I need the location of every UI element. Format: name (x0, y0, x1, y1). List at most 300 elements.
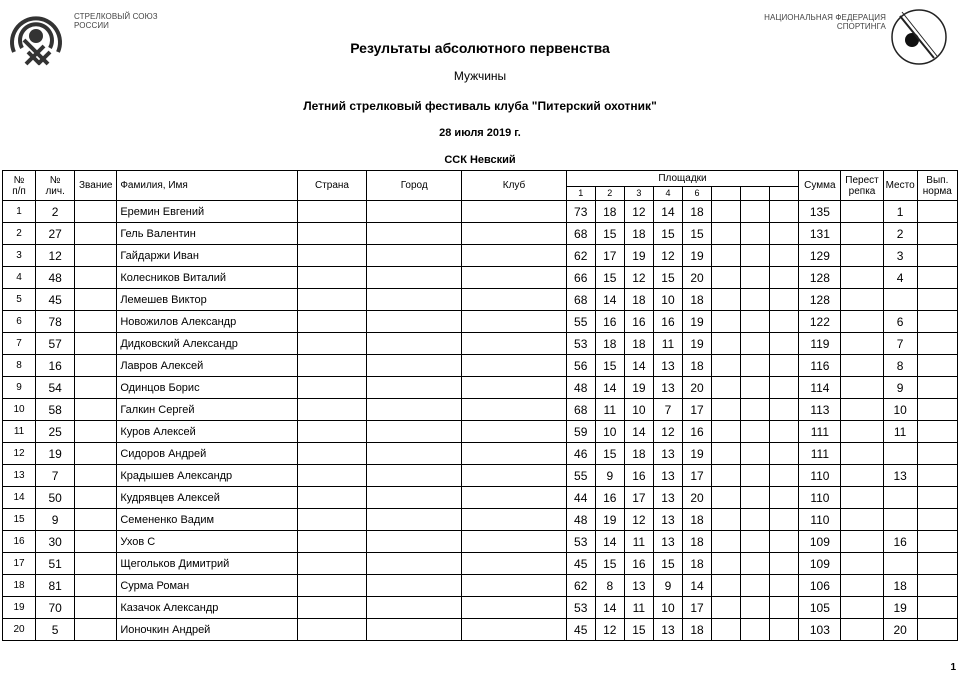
cell-rank (75, 377, 117, 399)
cell-station-empty (770, 377, 799, 399)
cell-station-4: 13 (653, 509, 682, 531)
org-left-line1: СТРЕЛКОВЫЙ СОЮЗ (74, 12, 158, 21)
cell-station-3: 16 (624, 553, 653, 575)
table-row (3, 399, 958, 421)
cell-place: 2 (883, 223, 917, 245)
cell-station-empty (770, 553, 799, 575)
cell-norm (917, 245, 957, 267)
cell-num: 9 (3, 377, 36, 399)
cell-license: 45 (36, 289, 75, 311)
cell-station-empty (770, 223, 799, 245)
cell-station-4: 13 (653, 531, 682, 553)
cell-station-1: 66 (566, 267, 595, 289)
cell-station-1: 62 (566, 245, 595, 267)
cell-shootoff (841, 267, 883, 289)
cell-rank (75, 443, 117, 465)
cell-name: Кудрявцев Алексей (117, 487, 298, 509)
cell-sum: 106 (799, 575, 841, 597)
cell-station-6: 18 (682, 201, 711, 223)
cell-sum: 122 (799, 311, 841, 333)
cell-station-empty (712, 245, 741, 267)
table-row (3, 289, 958, 311)
cell-country (297, 399, 366, 421)
cell-station-3: 14 (624, 421, 653, 443)
col-country-header: Страна (297, 171, 366, 201)
cell-club (462, 355, 566, 377)
cell-city (367, 333, 462, 355)
cell-license: 81 (36, 575, 75, 597)
cell-station-3: 16 (624, 311, 653, 333)
cell-rank (75, 355, 117, 377)
cell-name: Куров Алексей (117, 421, 298, 443)
cell-rank (75, 531, 117, 553)
cell-rank (75, 311, 117, 333)
cell-club (462, 201, 566, 223)
cell-station-empty (712, 553, 741, 575)
table-row (3, 575, 958, 597)
cell-num: 19 (3, 597, 36, 619)
cell-station-3: 19 (624, 377, 653, 399)
cell-station-empty (770, 289, 799, 311)
event-name: Летний стрелковый фестиваль клуба "Питерский охотник" (303, 99, 657, 113)
cell-norm (917, 553, 957, 575)
cell-num: 20 (3, 619, 36, 641)
cell-name: Лемешев Виктор (117, 289, 298, 311)
cell-station-6: 20 (682, 267, 711, 289)
col-shootoff-header: Перест репка (841, 171, 883, 201)
cell-station-empty (712, 267, 741, 289)
cell-station-empty (741, 443, 770, 465)
cell-club (462, 597, 566, 619)
cell-rank (75, 575, 117, 597)
cell-place: 16 (883, 531, 917, 553)
cell-city (367, 509, 462, 531)
cell-station-6: 16 (682, 421, 711, 443)
cell-station-2: 18 (595, 201, 624, 223)
cell-norm (917, 399, 957, 421)
cell-station-2: 15 (595, 553, 624, 575)
cell-norm (917, 267, 957, 289)
cell-country (297, 553, 366, 575)
station-3-header: 3 (624, 187, 653, 201)
cell-place (883, 289, 917, 311)
table-row (3, 245, 958, 267)
cell-num: 4 (3, 267, 36, 289)
cell-station-4: 13 (653, 465, 682, 487)
gender-category: Мужчины (453, 69, 507, 83)
cell-norm (917, 311, 957, 333)
cell-rank (75, 267, 117, 289)
cell-station-empty (770, 333, 799, 355)
cell-rank (75, 421, 117, 443)
cell-license: 58 (36, 399, 75, 421)
cell-place (883, 443, 917, 465)
cell-station-1: 53 (566, 597, 595, 619)
cell-name: Еремин Евгений (117, 201, 298, 223)
cell-norm (917, 443, 957, 465)
cell-station-6: 20 (682, 377, 711, 399)
cell-station-2: 10 (595, 421, 624, 443)
cell-place: 18 (883, 575, 917, 597)
cell-station-3: 18 (624, 443, 653, 465)
cell-norm (917, 619, 957, 641)
cell-rank (75, 553, 117, 575)
cell-name: Гайдаржи Иван (117, 245, 298, 267)
cell-num: 6 (3, 311, 36, 333)
cell-num: 7 (3, 333, 36, 355)
table-header-row (3, 171, 958, 187)
cell-shootoff (841, 289, 883, 311)
cell-station-6: 18 (682, 553, 711, 575)
cell-place (883, 487, 917, 509)
cell-station-empty (712, 509, 741, 531)
cell-shootoff (841, 443, 883, 465)
cell-station-3: 17 (624, 487, 653, 509)
cell-norm (917, 289, 957, 311)
table-row (3, 421, 958, 443)
cell-station-empty (741, 597, 770, 619)
cell-name: Ионочкин Андрей (117, 619, 298, 641)
cell-sum: 110 (799, 509, 841, 531)
cell-station-3: 11 (624, 597, 653, 619)
cell-license: 57 (36, 333, 75, 355)
col-sum-header: Сумма (799, 171, 841, 201)
cell-place: 13 (883, 465, 917, 487)
cell-norm (917, 575, 957, 597)
cell-shootoff (841, 223, 883, 245)
cell-place: 11 (883, 421, 917, 443)
cell-sum: 110 (799, 465, 841, 487)
col-city-header: Город (367, 171, 462, 201)
cell-station-4: 13 (653, 355, 682, 377)
cell-station-1: 62 (566, 575, 595, 597)
cell-station-1: 55 (566, 465, 595, 487)
cell-station-1: 56 (566, 355, 595, 377)
cell-name: Сидоров Андрей (117, 443, 298, 465)
cell-club (462, 531, 566, 553)
cell-station-empty (712, 289, 741, 311)
cell-club (462, 487, 566, 509)
cell-city (367, 553, 462, 575)
cell-station-6: 20 (682, 487, 711, 509)
cell-station-4: 14 (653, 201, 682, 223)
cell-club (462, 289, 566, 311)
cell-country (297, 311, 366, 333)
cell-station-2: 9 (595, 465, 624, 487)
cell-station-1: 68 (566, 289, 595, 311)
cell-rank (75, 223, 117, 245)
cell-shootoff (841, 509, 883, 531)
org-right-line1: НАЦИОНАЛЬНАЯ ФЕДЕРАЦИЯ (764, 13, 886, 22)
cell-station-4: 15 (653, 267, 682, 289)
cell-shootoff (841, 311, 883, 333)
cell-norm (917, 531, 957, 553)
cell-station-6: 19 (682, 443, 711, 465)
cell-station-1: 59 (566, 421, 595, 443)
cell-station-2: 12 (595, 619, 624, 641)
cell-station-empty (712, 575, 741, 597)
cell-shootoff (841, 553, 883, 575)
cell-station-4: 12 (653, 421, 682, 443)
cell-station-1: 53 (566, 531, 595, 553)
cell-num: 1 (3, 201, 36, 223)
table-row (3, 619, 958, 641)
cell-club (462, 267, 566, 289)
cell-station-1: 55 (566, 311, 595, 333)
cell-license: 51 (36, 553, 75, 575)
cell-station-2: 14 (595, 597, 624, 619)
cell-club (462, 575, 566, 597)
cell-station-4: 13 (653, 443, 682, 465)
cell-club (462, 377, 566, 399)
cell-license: 50 (36, 487, 75, 509)
cell-city (367, 245, 462, 267)
cell-station-2: 14 (595, 377, 624, 399)
cell-station-6: 18 (682, 355, 711, 377)
cell-station-6: 18 (682, 531, 711, 553)
cell-station-4: 15 (653, 223, 682, 245)
cell-shootoff (841, 465, 883, 487)
cell-num: 8 (3, 355, 36, 377)
cell-station-2: 14 (595, 289, 624, 311)
cell-station-empty (741, 333, 770, 355)
cell-station-3: 13 (624, 575, 653, 597)
cell-city (367, 355, 462, 377)
cell-station-empty (712, 399, 741, 421)
cell-station-3: 18 (624, 289, 653, 311)
cell-station-empty (712, 201, 741, 223)
cell-station-empty (741, 267, 770, 289)
cell-station-1: 45 (566, 553, 595, 575)
cell-station-4: 13 (653, 377, 682, 399)
table-row (3, 553, 958, 575)
table-row (3, 509, 958, 531)
cell-rank (75, 619, 117, 641)
cell-station-empty (741, 487, 770, 509)
cell-station-empty (741, 619, 770, 641)
cell-station-1: 73 (566, 201, 595, 223)
cell-name: Дидковский Александр (117, 333, 298, 355)
cell-station-empty (741, 289, 770, 311)
cell-station-empty (712, 465, 741, 487)
cell-num: 17 (3, 553, 36, 575)
cell-station-6: 17 (682, 597, 711, 619)
cell-club (462, 223, 566, 245)
table-row (3, 201, 958, 223)
cell-norm (917, 333, 957, 355)
cell-station-empty (770, 575, 799, 597)
cell-station-empty (770, 465, 799, 487)
table-row (3, 597, 958, 619)
cell-station-1: 68 (566, 399, 595, 421)
station-4-header: 4 (653, 187, 682, 201)
cell-station-1: 44 (566, 487, 595, 509)
cell-station-empty (712, 619, 741, 641)
station-2-header: 2 (595, 187, 624, 201)
station-empty-header (712, 187, 741, 201)
cell-club (462, 311, 566, 333)
cell-sum: 109 (799, 531, 841, 553)
org-left-line2: РОССИИ (74, 21, 110, 30)
cell-station-empty (712, 597, 741, 619)
cell-shootoff (841, 597, 883, 619)
cell-station-3: 18 (624, 333, 653, 355)
cell-rank (75, 487, 117, 509)
cell-station-1: 48 (566, 377, 595, 399)
cell-club (462, 245, 566, 267)
cell-station-1: 45 (566, 619, 595, 641)
cell-name: Колесников Виталий (117, 267, 298, 289)
cell-num: 15 (3, 509, 36, 531)
cell-place: 19 (883, 597, 917, 619)
table-row (3, 311, 958, 333)
cell-station-6: 17 (682, 399, 711, 421)
cell-sum: 131 (799, 223, 841, 245)
cell-station-4: 12 (653, 245, 682, 267)
cell-shootoff (841, 487, 883, 509)
cell-station-6: 17 (682, 465, 711, 487)
cell-norm (917, 223, 957, 245)
cell-shootoff (841, 355, 883, 377)
cell-shootoff (841, 421, 883, 443)
cell-license: 27 (36, 223, 75, 245)
cell-station-3: 19 (624, 245, 653, 267)
cell-station-2: 16 (595, 311, 624, 333)
cell-place: 4 (883, 267, 917, 289)
cell-station-empty (770, 597, 799, 619)
event-date: 28 июля 2019 г. (439, 127, 521, 139)
cell-num: 13 (3, 465, 36, 487)
cell-license: 7 (36, 465, 75, 487)
cell-country (297, 355, 366, 377)
cell-station-empty (712, 223, 741, 245)
cell-club (462, 333, 566, 355)
cell-num: 12 (3, 443, 36, 465)
cell-station-empty (712, 355, 741, 377)
cell-station-empty (712, 531, 741, 553)
cell-station-6: 19 (682, 333, 711, 355)
cell-sum: 129 (799, 245, 841, 267)
cell-num: 18 (3, 575, 36, 597)
cell-station-2: 15 (595, 443, 624, 465)
sporting-federation-logo (890, 4, 948, 66)
cell-sum: 113 (799, 399, 841, 421)
results-table (2, 170, 958, 641)
cell-name: Одинцов Борис (117, 377, 298, 399)
cell-station-4: 10 (653, 289, 682, 311)
cell-station-6: 14 (682, 575, 711, 597)
cell-license: 48 (36, 267, 75, 289)
cell-norm (917, 355, 957, 377)
cell-place: 20 (883, 619, 917, 641)
table-row (3, 531, 958, 553)
cell-name: Галкин Сергей (117, 399, 298, 421)
cell-rank (75, 333, 117, 355)
cell-country (297, 509, 366, 531)
cell-country (297, 597, 366, 619)
cell-shootoff (841, 399, 883, 421)
cell-num: 14 (3, 487, 36, 509)
col-num-header: № п/п (3, 171, 36, 201)
table-row (3, 267, 958, 289)
cell-shootoff (841, 531, 883, 553)
cell-rank (75, 597, 117, 619)
cell-sum: 116 (799, 355, 841, 377)
col-norm-header: Вып. норма (917, 171, 957, 201)
cell-place: 9 (883, 377, 917, 399)
cell-shootoff (841, 377, 883, 399)
cell-name: Сурма Роман (117, 575, 298, 597)
cell-norm (917, 487, 957, 509)
cell-country (297, 421, 366, 443)
cell-name: Крадышев Александр (117, 465, 298, 487)
cell-place: 6 (883, 311, 917, 333)
cell-station-empty (741, 465, 770, 487)
cell-station-empty (741, 377, 770, 399)
cell-club (462, 443, 566, 465)
cell-rank (75, 201, 117, 223)
cell-station-2: 11 (595, 399, 624, 421)
col-rank-header: Звание (75, 171, 117, 201)
event-venue: ССК Невский (444, 154, 516, 166)
cell-name: Щегольков Димитрий (117, 553, 298, 575)
cell-station-6: 15 (682, 223, 711, 245)
cell-station-empty (770, 201, 799, 223)
cell-num: 16 (3, 531, 36, 553)
cell-country (297, 333, 366, 355)
cell-license: 2 (36, 201, 75, 223)
cell-station-1: 68 (566, 223, 595, 245)
station-6-header: 6 (682, 187, 711, 201)
cell-station-empty (770, 487, 799, 509)
col-name-header: Фамилия, Имя (117, 171, 298, 201)
table-row (3, 223, 958, 245)
cell-city (367, 399, 462, 421)
cell-license: 19 (36, 443, 75, 465)
page-title: Результаты абсолютного первенства (350, 40, 610, 56)
cell-license: 12 (36, 245, 75, 267)
table-row (3, 355, 958, 377)
cell-city (367, 267, 462, 289)
org-right-line2: СПОРТИНГА (836, 22, 886, 31)
page-number: 1 (950, 662, 956, 673)
cell-club (462, 465, 566, 487)
cell-place: 3 (883, 245, 917, 267)
cell-country (297, 531, 366, 553)
cell-station-empty (741, 399, 770, 421)
cell-country (297, 245, 366, 267)
cell-name: Лавров Алексей (117, 355, 298, 377)
cell-station-4: 15 (653, 553, 682, 575)
cell-num: 10 (3, 399, 36, 421)
cell-license: 70 (36, 597, 75, 619)
cell-num: 3 (3, 245, 36, 267)
cell-station-4: 9 (653, 575, 682, 597)
cell-license: 30 (36, 531, 75, 553)
cell-place: 1 (883, 201, 917, 223)
cell-name: Новожилов Александр (117, 311, 298, 333)
cell-sum: 128 (799, 289, 841, 311)
cell-station-6: 18 (682, 509, 711, 531)
cell-club (462, 421, 566, 443)
col-place-header: Место (883, 171, 917, 201)
cell-sum: 110 (799, 487, 841, 509)
cell-rank (75, 245, 117, 267)
cell-license: 16 (36, 355, 75, 377)
cell-sum: 119 (799, 333, 841, 355)
cell-sum: 111 (799, 443, 841, 465)
cell-station-empty (741, 531, 770, 553)
